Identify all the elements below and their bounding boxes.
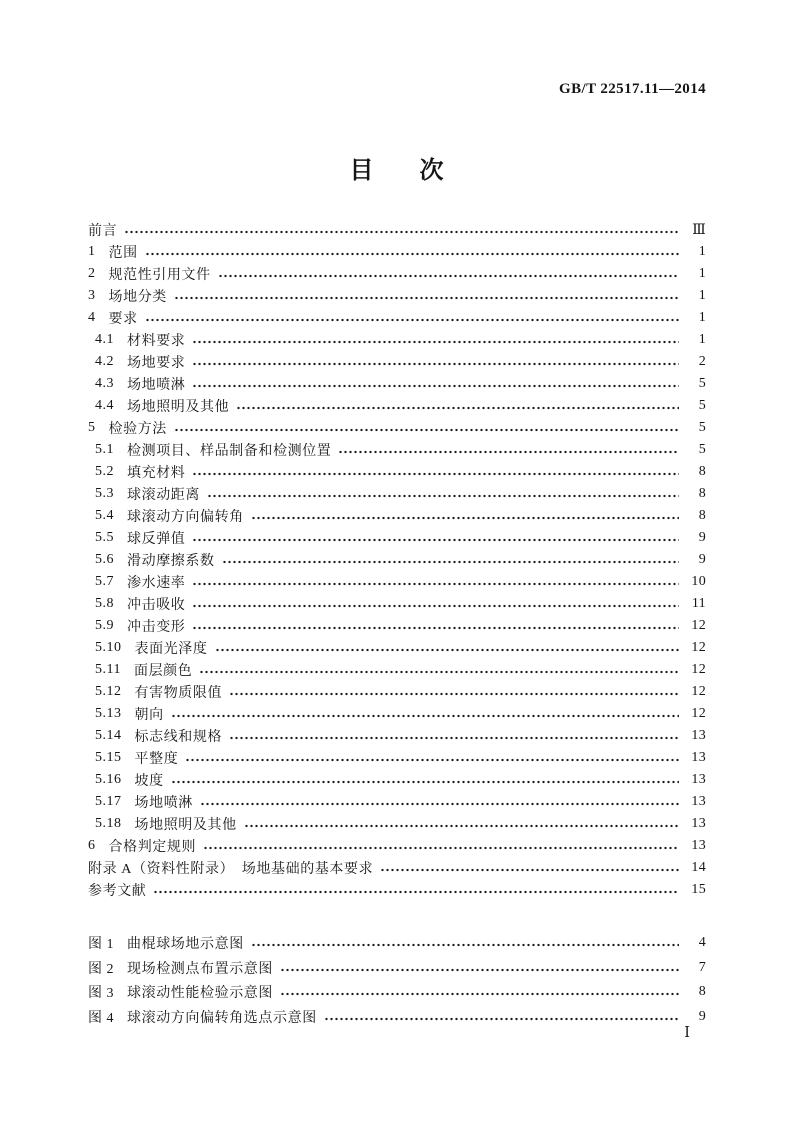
toc-entry-title: 表面光泽度 (134, 642, 208, 657)
toc-entry (88, 571, 706, 593)
toc-leader-dots (324, 1017, 679, 1021)
toc-entry-page: Ⅲ (692, 222, 706, 238)
toc-entry (88, 857, 706, 879)
toc-entry-number: 5.4 (95, 508, 114, 523)
toc-entry-title: 球滚动方向偏转角选点示意图 (127, 1010, 317, 1026)
toc-entry-number: 5.6 (95, 552, 114, 567)
toc-entry (88, 373, 706, 395)
toc-entry-number: 5.1 (95, 442, 114, 457)
toc-entry (88, 615, 706, 637)
toc-entry-page: 5 (698, 398, 706, 413)
toc-entry-number: 图 3 (88, 986, 114, 1002)
figure-entry (88, 980, 706, 1005)
toc-entry-title: 球滚动性能检验示意图 (127, 986, 273, 1002)
toc-entry-title: 滑动摩擦系数 (127, 554, 215, 569)
figure-list (88, 931, 706, 1029)
toc-entry (88, 637, 706, 659)
toc-leader-dots (280, 992, 679, 996)
toc-entry-title: 球滚动距离 (127, 488, 200, 503)
toc-entry-page: 13 (691, 772, 706, 787)
toc-entry-number: 1 (88, 244, 96, 259)
toc-entry-page: 4 (698, 935, 706, 951)
toc-entry-title: 冲击吸收 (127, 598, 186, 613)
toc-entry-page: 9 (698, 1008, 706, 1024)
toc-entry-title: 规范性引用文件 (108, 268, 211, 283)
toc-entry-title: 场地要求 (127, 356, 186, 371)
toc-entry-page: 8 (698, 508, 706, 523)
toc-entry-title: 面层颜色 (133, 664, 193, 679)
toc-entry-number: 5.10 (95, 640, 122, 655)
toc-entry-page: 11 (691, 596, 706, 611)
toc-entry-page: 1 (698, 288, 706, 303)
toc-entry-title: 检验方法 (108, 422, 167, 437)
toc-leader-dots (236, 406, 679, 410)
toc-leader-dots (229, 692, 679, 696)
toc-entry-page: 1 (698, 266, 706, 281)
toc-entry-number: 5.15 (95, 750, 122, 765)
toc-leader-dots (153, 890, 679, 894)
toc-leader-dots (171, 780, 679, 784)
toc-leader-dots (222, 560, 679, 564)
toc-entry-number: 4.1 (95, 332, 114, 347)
toc-entry-title: 前言 (88, 224, 118, 239)
toc-entry-title: 标志线和规格 (134, 730, 223, 745)
toc-entry-number: 图 2 (88, 961, 114, 977)
toc-entry-title: 朝向 (134, 708, 164, 723)
toc-entry-page: 5 (698, 376, 706, 391)
toc-leader-dots (244, 824, 679, 828)
toc-entry-title: 附录 A（资料性附录） 场地基础的基本要求 (88, 862, 374, 877)
toc-entry-number: 4 (88, 310, 96, 325)
toc-leader-dots (251, 943, 679, 947)
toc-entry-page: 12 (691, 684, 706, 699)
toc-entry-title: 球反弹值 (127, 532, 186, 547)
toc-leader-dots (192, 362, 679, 366)
toc-entry-number: 5.9 (95, 618, 114, 633)
toc-entry (88, 593, 706, 615)
toc-entry-page: 1 (698, 244, 706, 259)
toc-entry-title: 现场检测点布置示意图 (127, 961, 273, 977)
toc-entry-number: 5.18 (95, 816, 122, 831)
toc-leader-dots (192, 472, 679, 476)
toc-entry (88, 329, 706, 351)
toc-entry-title: 参考文献 (88, 884, 147, 899)
toc-entry-page: 8 (698, 464, 706, 479)
toc-list (88, 219, 706, 901)
toc-leader-dots (380, 868, 679, 872)
toc-leader-dots (171, 714, 679, 718)
toc-entry (88, 241, 706, 263)
toc-entry-title: 场地照明及其他 (134, 818, 237, 833)
toc-leader-dots (192, 604, 679, 608)
doc-number: GB/T 22517.11—2014 (559, 81, 706, 97)
toc-entry (88, 813, 706, 835)
toc-entry-page: 1 (698, 332, 706, 347)
toc-entry-page: 8 (698, 984, 706, 1000)
toc-entry (88, 835, 706, 857)
toc-leader-dots (251, 516, 679, 520)
toc-entry (88, 417, 706, 439)
toc-entry-title: 填充材料 (127, 466, 186, 481)
toc-entry-title: 要求 (108, 312, 138, 327)
toc-entry-page: 9 (698, 530, 706, 545)
toc-entry-page: 13 (691, 794, 706, 809)
toc-entry-number: 5.11 (95, 662, 121, 677)
toc-entry-number: 4.3 (95, 376, 114, 391)
toc-entry-page: 7 (698, 959, 706, 975)
toc-leader-dots (192, 384, 679, 388)
figure-entry (88, 931, 706, 956)
toc-leader-dots (200, 802, 679, 806)
toc-entry-title: 冲击变形 (127, 620, 186, 635)
toc-entry (88, 725, 706, 747)
toc-entry-title: 场地喷淋 (127, 378, 186, 393)
toc-entry-page: 13 (691, 838, 706, 853)
page-title: 目 次 (349, 158, 445, 184)
toc-entry-number: 5.17 (95, 794, 122, 809)
toc-entry-page: 1 (698, 310, 706, 325)
toc-leader-dots (174, 296, 679, 300)
toc-leader-dots (229, 736, 679, 740)
toc-entry-title: 渗水速率 (127, 576, 186, 591)
toc-entry (88, 505, 706, 527)
toc-entry (88, 483, 706, 505)
doc-header (88, 81, 706, 98)
toc-entry-number: 5.8 (95, 596, 114, 611)
toc-entry-title: 平整度 (134, 752, 179, 767)
toc-leader-dots (207, 494, 679, 498)
toc-leader-dots (145, 318, 679, 322)
toc-entry-title: 场地照明及其他 (127, 400, 230, 415)
toc-entry-page: 13 (691, 728, 706, 743)
toc-entry (88, 307, 706, 329)
toc-leader-dots (124, 230, 679, 234)
toc-leader-dots (145, 252, 679, 256)
toc-entry-page: 12 (691, 706, 706, 721)
toc-entry-number: 4.4 (95, 398, 114, 413)
toc-entry-number: 4.2 (95, 354, 114, 369)
toc-entry-number: 5.13 (95, 706, 122, 721)
toc-entry (88, 747, 706, 769)
figure-entry (88, 1005, 706, 1030)
toc-entry-number: 5.7 (95, 574, 114, 589)
toc-entry-page: 12 (691, 618, 706, 633)
toc-leader-dots (192, 538, 679, 542)
toc-entry-title: 球滚动方向偏转角 (127, 510, 244, 525)
toc-entry-page: 12 (691, 640, 706, 655)
toc-entry-page: 5 (698, 442, 706, 457)
toc-entry (88, 351, 706, 373)
toc-leader-dots (174, 428, 679, 432)
toc-entry-page: 14 (691, 860, 706, 875)
toc-entry (88, 263, 706, 285)
toc-entry (88, 703, 706, 725)
toc-leader-dots (192, 340, 679, 344)
toc-leader-dots (338, 450, 679, 454)
toc-entry-page: 10 (691, 574, 706, 589)
toc-entry-number: 图 4 (88, 1010, 114, 1026)
toc-entry-title: 场地喷淋 (134, 796, 193, 811)
toc-entry-number: 5.12 (95, 684, 122, 699)
toc-entry-page: 8 (698, 486, 706, 501)
toc-entry-page: 13 (691, 750, 706, 765)
toc-entry-page: 12 (691, 662, 706, 677)
toc-entry (88, 549, 706, 571)
page-number: Ⅰ (684, 1025, 690, 1041)
toc-entry (88, 461, 706, 483)
toc-entry (88, 285, 706, 307)
toc-leader-dots (185, 758, 679, 762)
toc-entry-number: 5 (88, 420, 96, 435)
toc-leader-dots (192, 582, 679, 586)
toc-entry-page: 2 (698, 354, 706, 369)
toc-entry-page: 15 (691, 882, 706, 897)
toc-entry (88, 527, 706, 549)
toc-entry-title: 有害物质限值 (134, 686, 223, 701)
toc-entry-title: 曲棍球场地示意图 (127, 937, 244, 953)
figure-entry (88, 956, 706, 981)
toc-leader-dots (280, 968, 679, 972)
toc-entry (88, 219, 706, 241)
toc-entry (88, 681, 706, 703)
toc-entry-title: 合格判定规则 (108, 840, 197, 855)
toc-leader-dots (192, 626, 679, 630)
toc-entry-number: 图 1 (88, 937, 114, 953)
toc-entry (88, 395, 706, 417)
toc-entry (88, 879, 706, 901)
toc-entry-number: 2 (88, 266, 96, 281)
toc-entry (88, 769, 706, 791)
toc-entry-page: 13 (691, 816, 706, 831)
toc-entry-number: 5.5 (95, 530, 114, 545)
toc-entry-number: 5.3 (95, 486, 114, 501)
toc-leader-dots (199, 670, 679, 674)
toc-entry (88, 439, 706, 461)
toc-entry-title: 范围 (108, 246, 138, 261)
toc-leader-dots (215, 648, 680, 652)
toc-entry-title: 材料要求 (127, 334, 186, 349)
toc-entry-title: 检测项目、样品制备和检测位置 (127, 444, 332, 459)
toc-leader-dots (203, 846, 679, 850)
toc-entry (88, 791, 706, 813)
toc-entry-page: 5 (698, 420, 706, 435)
toc-entry-number: 5.2 (95, 464, 114, 479)
toc-entry-number: 5.14 (95, 728, 122, 743)
toc-entry-number: 5.16 (95, 772, 122, 787)
toc-entry-number: 6 (88, 838, 96, 853)
toc-entry-title: 场地分类 (108, 290, 167, 305)
toc-entry-title: 坡度 (134, 774, 164, 789)
toc-entry-page: 9 (698, 552, 706, 567)
toc-leader-dots (218, 274, 679, 278)
toc-entry (88, 659, 706, 681)
toc-entry-number: 3 (88, 288, 96, 303)
